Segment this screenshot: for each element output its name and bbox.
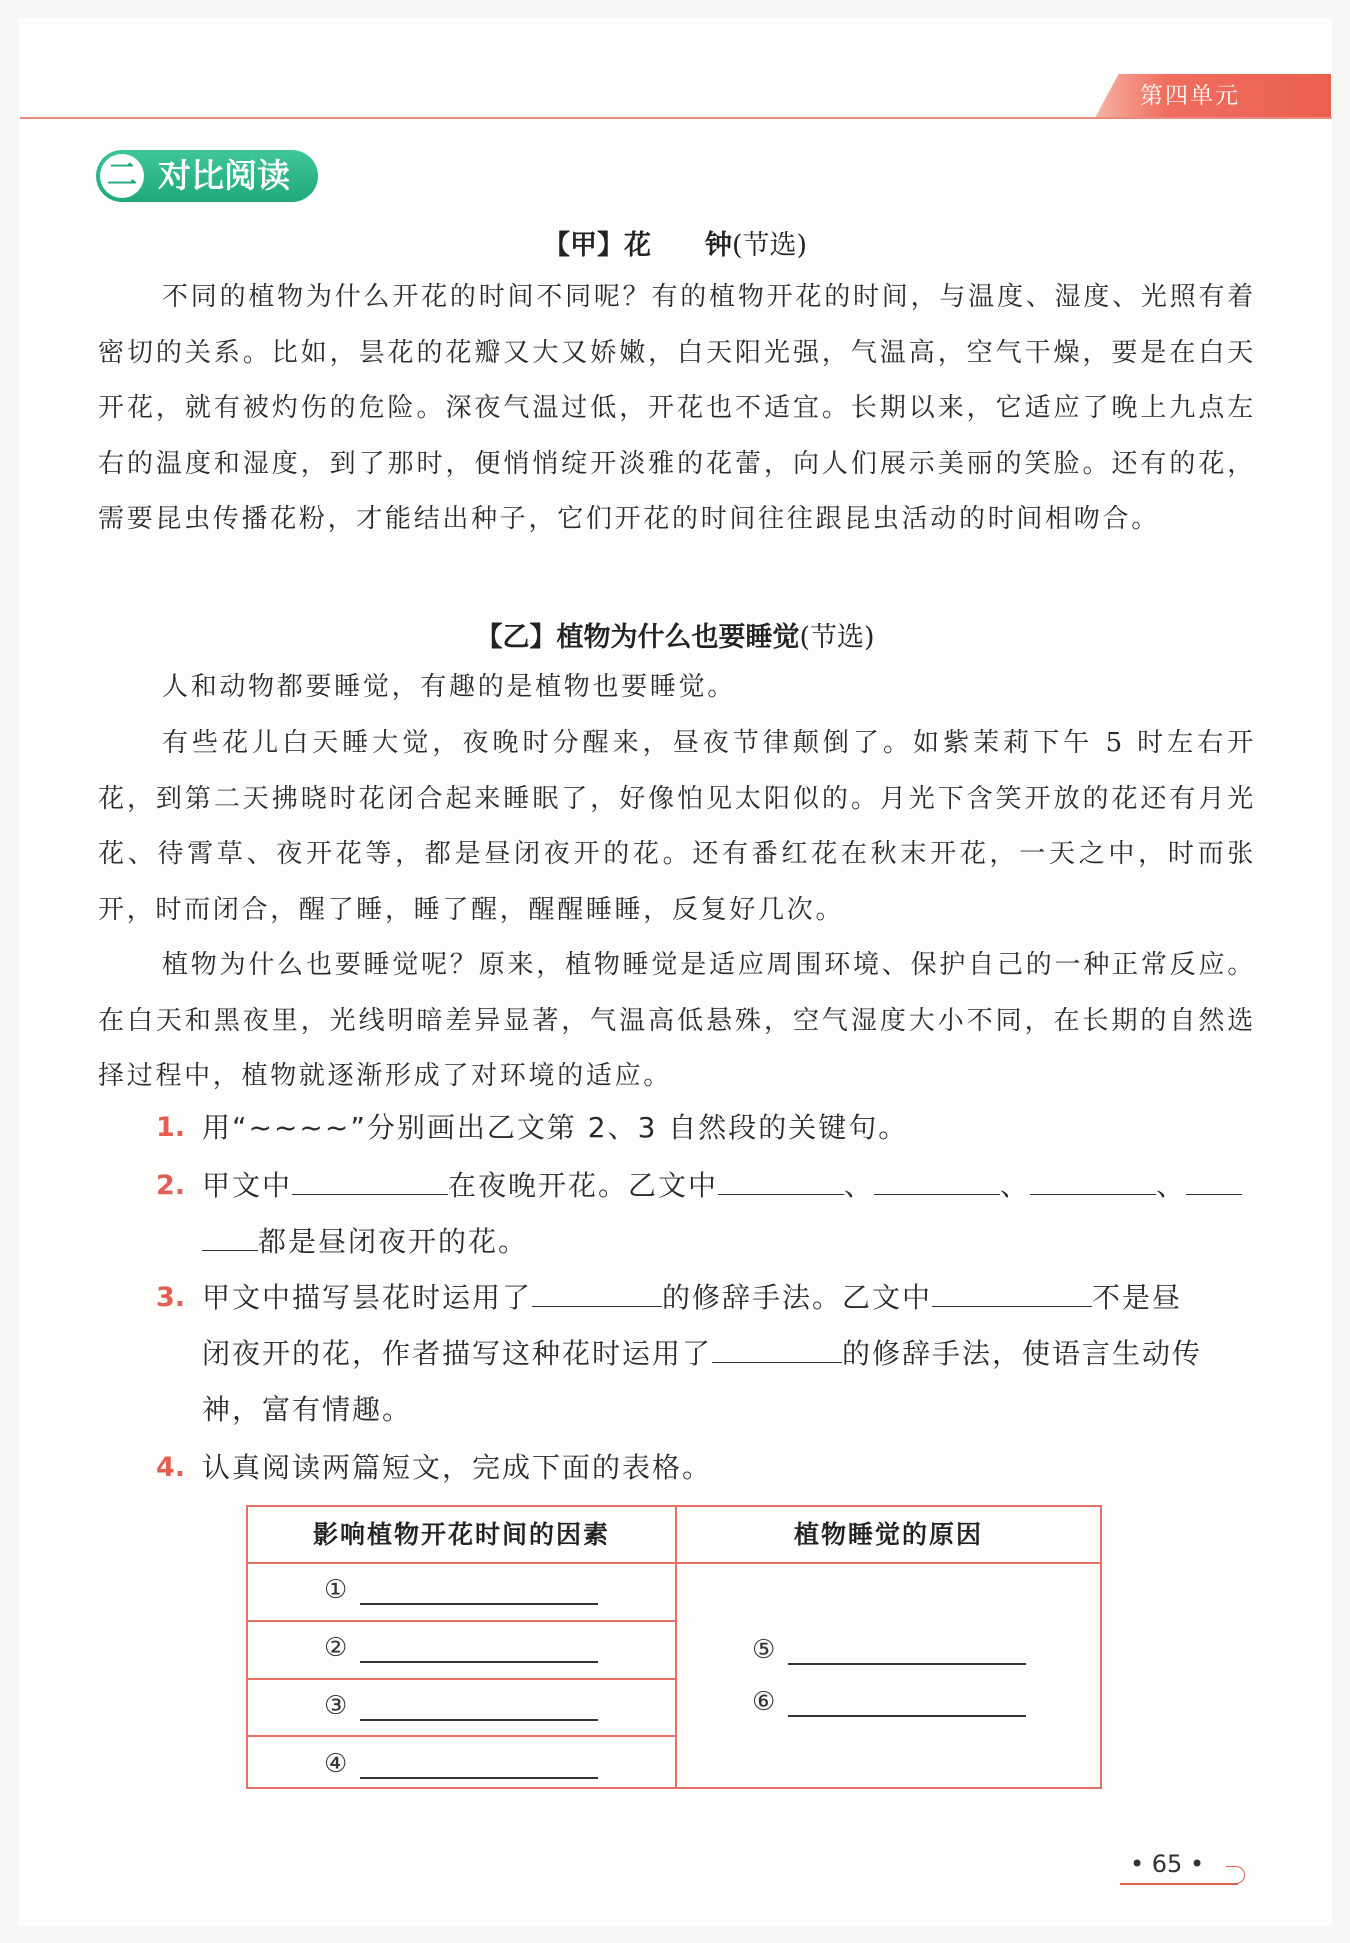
cell-number: ④	[324, 1749, 348, 1779]
table-row-divider	[248, 1735, 675, 1737]
passage-a-note: (节选)	[731, 230, 808, 261]
answer-blank[interactable]	[292, 1164, 448, 1195]
unit-label: 第四单元	[1140, 83, 1240, 109]
answer-blank[interactable]	[712, 1332, 842, 1363]
answer-blank[interactable]	[718, 1164, 844, 1195]
answer-blank[interactable]	[932, 1276, 1092, 1307]
page-number-line	[1120, 1883, 1238, 1885]
answer-line[interactable]	[360, 1603, 598, 1605]
q2-part-b: 在夜晚开花。乙文中	[448, 1169, 719, 1202]
q2-part-f: 都是昼闭夜开的花。	[258, 1225, 529, 1258]
passage-a-title-text: 【甲】花 钟	[542, 230, 732, 261]
passage-b-paragraph-1: 人和动物都要睡觉，有趣的是植物也要睡觉。	[162, 672, 737, 702]
question-1-text: 用“~~~~”分别画出乙文第 2、3 自然段的关键句。	[202, 1111, 909, 1144]
table-header-reasons: 植物睡觉的原因	[793, 1520, 983, 1549]
q2-part-a: 甲文中	[202, 1169, 293, 1202]
q3-part-c: 不是昼	[1092, 1281, 1183, 1314]
question-2-number: 2.	[156, 1170, 186, 1201]
table-header-factors: 影响植物开花时间的因素	[312, 1520, 610, 1549]
passage-a-paragraph: 不同的植物为什么开花的时间不同呢？有的植物开花的时间，与温度、湿度、光照有着密切的关系。比如，昙花的花瓣又大又娇嫩，白天阳光强，气温高，空气干燥，要是在白天开花，就有被灼伤的危险。深夜气温过低，开花也不适宜。长期以来，它适应了晚上九点左右的温度和湿度，到了那时，便悄悄绽开淡雅的花蕾，向人们展示美丽的笑脸。还有的花，需要昆虫传播花粉，才能结出种子，它们开花的时间往往跟昆虫活动的时间相吻合。	[98, 282, 1256, 534]
q3-part-e: 的修辞手法，使语言生动传	[842, 1337, 1203, 1370]
question-4-text: 认真阅读两篇短文，完成下面的表格。	[202, 1451, 713, 1484]
answer-line[interactable]	[360, 1661, 598, 1663]
page-curl-icon	[1226, 1866, 1245, 1884]
answer-blank[interactable]	[1030, 1164, 1156, 1195]
answer-blank[interactable]	[202, 1220, 258, 1251]
q3-part-b: 的修辞手法。乙文中	[662, 1281, 933, 1314]
cell-number: ②	[324, 1633, 348, 1663]
question-3-text	[202, 1270, 1262, 1438]
cell-number: ①	[324, 1575, 348, 1605]
table-row-divider	[248, 1678, 675, 1680]
header-divider	[20, 117, 1332, 119]
answer-line[interactable]	[788, 1715, 1026, 1717]
q3-part-f: 神，富有情趣。	[202, 1393, 413, 1426]
passage-b-title-text: 【乙】植物为什么也要睡觉	[475, 622, 800, 653]
passage-b-note: (节选)	[799, 622, 875, 653]
answer-line[interactable]	[788, 1663, 1026, 1665]
cell-number: ⑤	[752, 1635, 776, 1665]
q2-sep-2: 、	[1000, 1169, 1031, 1202]
q3-part-d: 闭夜开的花，作者描写这种花时运用了	[202, 1337, 713, 1370]
question-4-number: 4.	[156, 1452, 186, 1483]
question-1-number: 1.	[156, 1112, 186, 1143]
table-row-divider	[248, 1620, 675, 1622]
passage-b-title	[0, 615, 1350, 654]
q3-part-a: 甲文中描写昙花时运用了	[202, 1281, 533, 1314]
passage-b-paragraph-2: 有些花儿白天睡大觉，夜晚时分醒来，昼夜节律颠倒了。如紫茉莉下午 5 时左右开花，到第二天拂晓时花闭合起来睡眠了，好像怕见太阳似的。月光下含笑开放的花还有月光花、待霄草、夜开花等，都是昼闭夜开的花。还有番红花在秋末开花，一天之中，时而张开，时而闭合，醒了睡，睡了醒，醒醒睡睡，反复好几次。	[98, 728, 1256, 925]
answer-blank[interactable]	[874, 1164, 1000, 1195]
question-3-number: 3.	[156, 1282, 186, 1313]
cell-number: ③	[324, 1691, 348, 1721]
cell-number: ⑥	[752, 1687, 776, 1717]
section-title: 对比阅读	[158, 156, 290, 195]
passage-b-paragraph-3: 植物为什么也要睡觉呢？原来，植物睡觉是适应周围环境、保护自己的一种正常反应。在白天和黑夜里，光线明暗差异显著，气温高低悬殊，空气湿度大小不同，在长期的自然选择过程中，植物就逐渐形成了对环境的适应。	[98, 950, 1256, 1091]
section-number: 二	[100, 154, 144, 198]
passage-a-title	[0, 223, 1350, 262]
page-number: • 65 •	[1130, 1850, 1205, 1878]
answer-line[interactable]	[360, 1777, 598, 1779]
answer-blank[interactable]	[532, 1276, 662, 1307]
answer-line[interactable]	[360, 1719, 598, 1721]
answer-table	[246, 1505, 1102, 1789]
q2-sep-1: 、	[844, 1169, 875, 1202]
answer-blank[interactable]	[1186, 1164, 1242, 1195]
q2-sep-3: 、	[1156, 1169, 1187, 1202]
question-2-text	[202, 1158, 1262, 1270]
